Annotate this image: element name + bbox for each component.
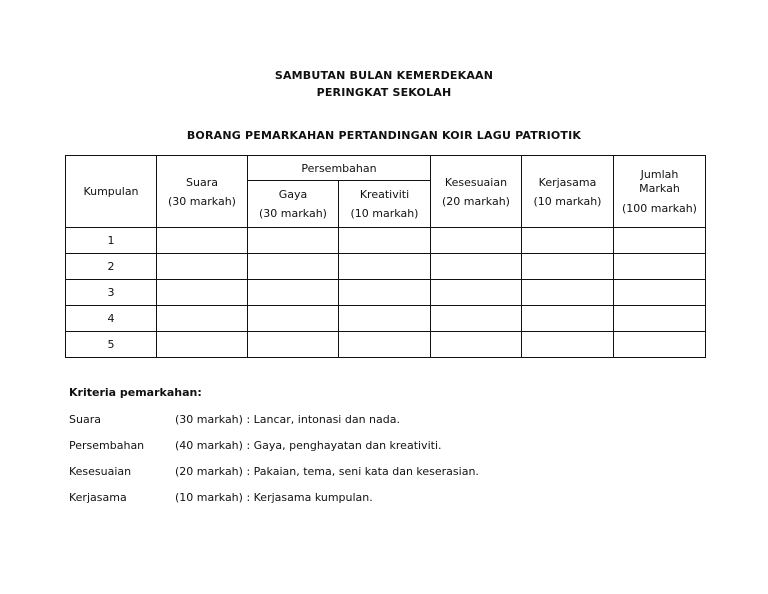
scoring-table <box>65 155 706 358</box>
score-cell[interactable] <box>157 254 248 280</box>
document-subtitle: PERINGKAT SEKOLAH <box>316 86 452 99</box>
header-suara <box>157 156 248 228</box>
score-cell[interactable] <box>248 254 339 280</box>
header-persembahan <box>248 156 431 181</box>
header-gaya-label: Gaya <box>278 188 308 201</box>
header-jumlah-line1: Jumlah <box>640 167 679 181</box>
header-jumlah <box>614 156 706 228</box>
score-cell[interactable] <box>431 228 522 254</box>
criteria-name: Persembahan <box>69 439 145 452</box>
score-cell[interactable] <box>157 228 248 254</box>
table-row <box>66 280 706 306</box>
row-number: 1 <box>66 228 157 254</box>
header-persembahan-label: Persembahan <box>301 161 377 175</box>
score-cell[interactable] <box>431 306 522 332</box>
score-cell[interactable] <box>614 228 706 254</box>
header-kumpulan <box>66 156 157 228</box>
criteria-description: (20 markah) : Pakaian, tema, seni kata dan keserasian. <box>175 465 479 478</box>
score-cell[interactable] <box>339 228 431 254</box>
score-cell[interactable] <box>157 280 248 306</box>
form-title: BORANG PEMARKAHAN PERTANDINGAN KOIR LAGU PATRIOTIK <box>186 129 582 142</box>
score-cell[interactable] <box>522 332 614 358</box>
document-title: SAMBUTAN BULAN KEMERDEKAAN <box>274 69 494 82</box>
score-cell[interactable] <box>431 332 522 358</box>
header-kesesuaian-label: Kesesuaian <box>444 175 508 189</box>
score-cell[interactable] <box>614 306 706 332</box>
criteria-description: (30 markah) : Lancar, intonasi dan nada. <box>175 413 400 426</box>
score-cell[interactable] <box>614 254 706 280</box>
header-kreativiti <box>339 181 431 228</box>
score-cell[interactable] <box>522 254 614 280</box>
header-kesesuaian-marks: (20 markah) <box>442 194 510 208</box>
header-kreativiti-label: Kreativiti <box>359 188 410 201</box>
score-cell[interactable] <box>339 254 431 280</box>
score-cell[interactable] <box>431 280 522 306</box>
header-suara-marks: (30 markah) <box>168 194 236 208</box>
score-cell[interactable] <box>339 332 431 358</box>
score-cell[interactable] <box>522 280 614 306</box>
score-cell[interactable] <box>339 306 431 332</box>
score-cell[interactable] <box>248 280 339 306</box>
criteria-description: (40 markah) : Gaya, penghayatan dan kreativiti. <box>175 439 442 452</box>
score-cell[interactable] <box>431 254 522 280</box>
score-cell[interactable] <box>614 332 706 358</box>
criteria-heading: Kriteria pemarkahan: <box>69 386 202 399</box>
table-row <box>66 306 706 332</box>
header-suara-label: Suara <box>186 175 218 189</box>
header-kumpulan-label: Kumpulan <box>83 185 139 198</box>
score-cell[interactable] <box>248 306 339 332</box>
row-number: 3 <box>66 280 157 306</box>
score-cell[interactable] <box>157 306 248 332</box>
header-jumlah-line2: Markah <box>639 181 680 195</box>
header-gaya-marks: (30 markah) <box>259 207 327 220</box>
criteria-name: Kesesuaian <box>69 465 132 478</box>
row-number: 4 <box>66 306 157 332</box>
row-number: 2 <box>66 254 157 280</box>
header-gaya <box>248 181 339 228</box>
header-jumlah-marks: (100 markah) <box>622 201 697 215</box>
table-row <box>66 332 706 358</box>
row-number: 5 <box>66 332 157 358</box>
score-cell[interactable] <box>614 280 706 306</box>
score-cell[interactable] <box>522 306 614 332</box>
criteria-name: Suara <box>69 413 101 426</box>
score-cell[interactable] <box>248 228 339 254</box>
header-kerjasama-label: Kerjasama <box>538 175 597 189</box>
score-cell[interactable] <box>157 332 248 358</box>
criteria-description: (10 markah) : Kerjasama kumpulan. <box>175 491 373 504</box>
header-kesesuaian <box>431 156 522 228</box>
criteria-name: Kerjasama <box>69 491 127 504</box>
score-cell[interactable] <box>339 280 431 306</box>
score-cell[interactable] <box>248 332 339 358</box>
header-kreativiti-marks: (10 markah) <box>350 207 419 220</box>
header-kerjasama-marks: (10 markah) <box>533 194 602 208</box>
table-row <box>66 228 706 254</box>
header-kerjasama <box>522 156 614 228</box>
score-cell[interactable] <box>522 228 614 254</box>
table-row <box>66 254 706 280</box>
